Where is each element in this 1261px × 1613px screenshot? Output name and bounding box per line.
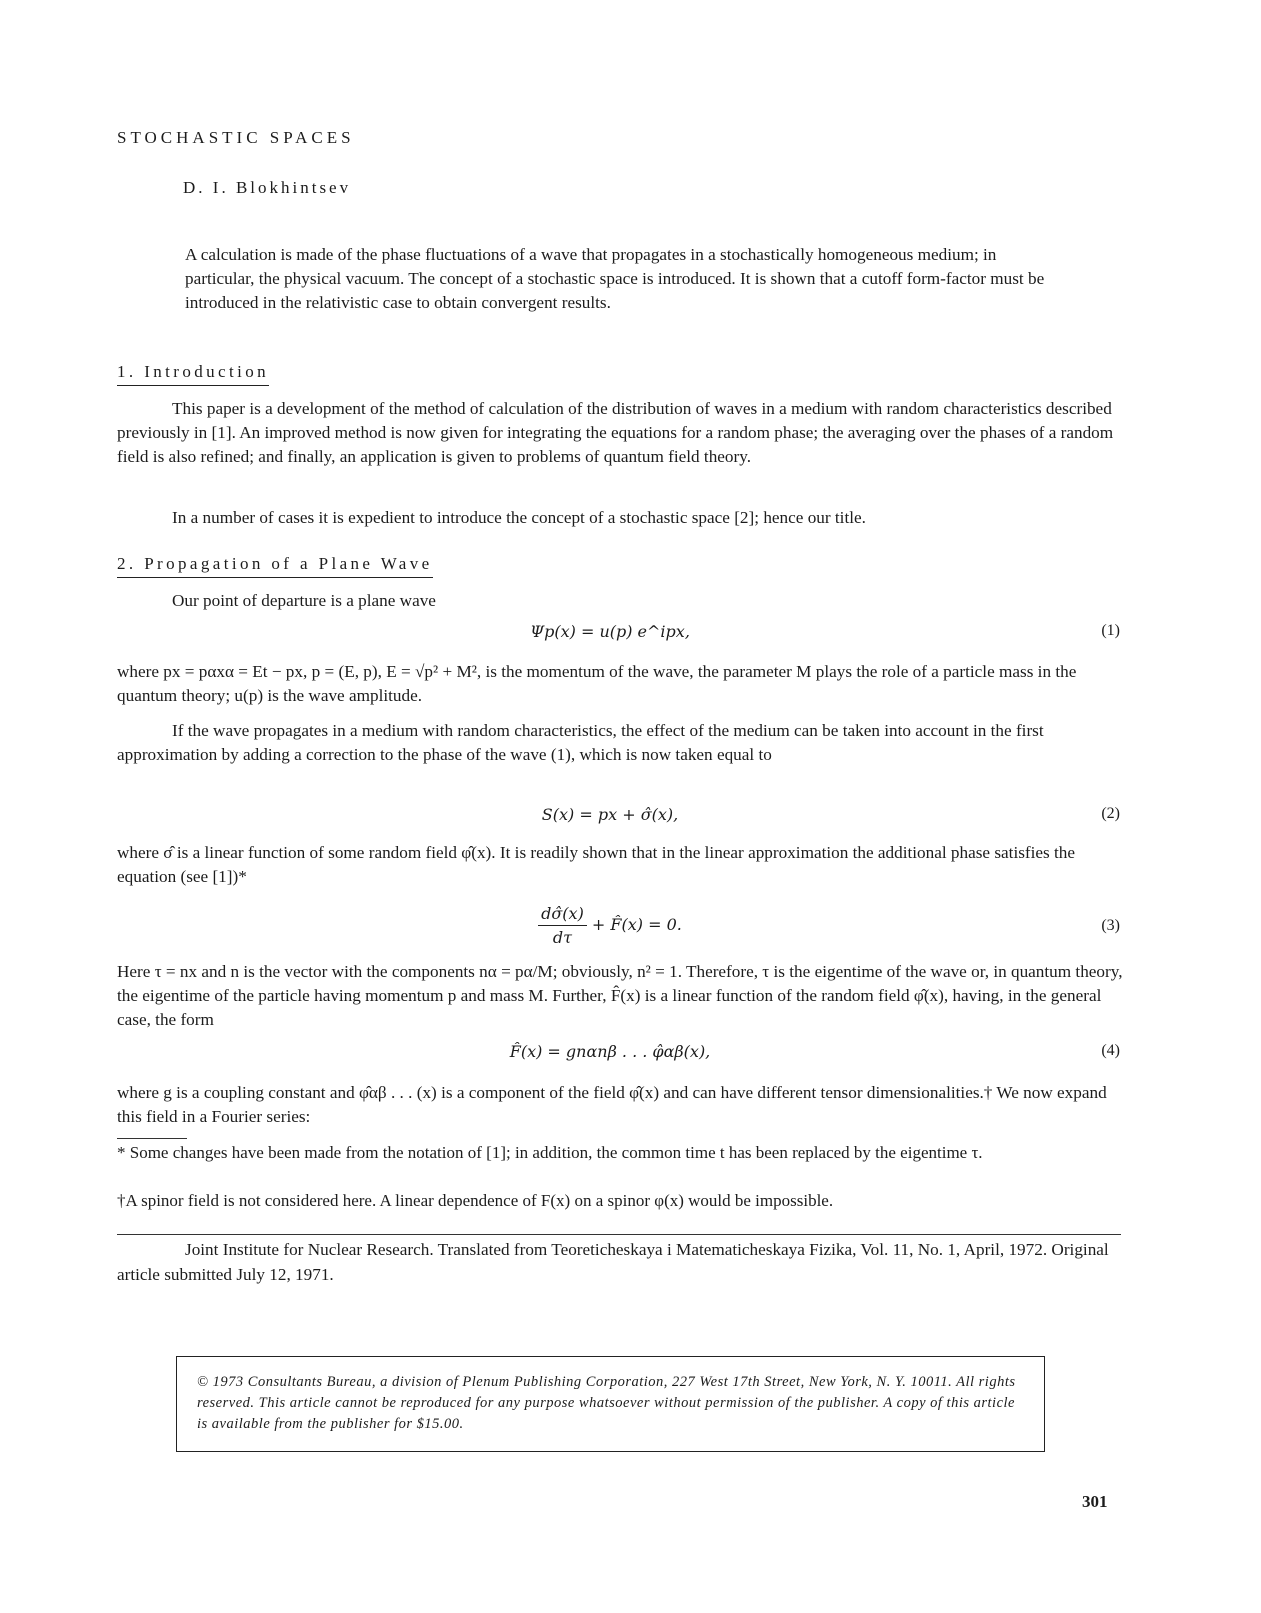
plane-wave-paragraph-6: where g is a coupling constant and φ̂αβ . . . (x) is a component of the field φ̂(x) and can have different tensor dimensionalities.† We now expand this field in a Fourier series: — [117, 1083, 1107, 1126]
abstract: A calculation is made of the phase fluctuations of a wave that propagates in a stochastically homogeneous medium; in particular, the physical vacuum. The concept of a stochastic space is introduced. It is shown that a cutoff form-factor must be introduced in the relativistic case to obtain convergent results. — [185, 245, 1045, 312]
affiliation-note: Joint Institute for Nuclear Research. Translated from Teoreticheskaya i Matematicheskaya Fizika, Vol. 11, No. 1, April, 1972. Original article submitted July 12, 1971. — [117, 1240, 1109, 1284]
plane-wave-paragraph-1: Our point of departure is a plane wave — [172, 591, 436, 610]
plane-wave-paragraph-5: Here τ = nx and n is the vector with the components nα = pα/M; obviously, n² = 1. Therefore, τ is the eigentime of the wave or, in quantum theory, the eigentime of the particle having momentum p and mass M. Further, F̂(x) is a linear function of the random field φ̂(x), having, in the general case, the form — [117, 962, 1123, 1029]
page-number: 301 — [1082, 1492, 1108, 1511]
plane-wave-paragraph-4: where σ̂ is a linear function of some random field φ̂(x). It is readily shown that in the linear approximation the additional phase satisfies the equation (see [1])* — [117, 843, 1076, 886]
copyright-text: © 1973 Consultants Bureau, a division of Plenum Publishing Corporation, 227 West 17th Street, New York, N. Y. 10011. All rights reserved. This article cannot be reproduced for any purpose whatsoever without permission of the publisher. A copy of this article is available from the publisher for $15.00. — [197, 1374, 1016, 1432]
plane-wave-paragraph-3: If the wave propagates in a medium with random characteristics, the effect of the medium can be taken into account in the first approximation by adding a correction to the phase of the wave (1), which is now taken equal to — [117, 721, 1044, 764]
equation-1: Ψp(x) = u(p) e^ipx, — [530, 622, 690, 641]
equation-4-number: (4) — [1101, 1042, 1120, 1059]
footnote-1: * Some changes have been made from the notation of [1]; in addition, the common time t has been replaced by the eigentime τ. — [117, 1143, 983, 1162]
section-heading-introduction: 1. Introduction — [117, 362, 269, 386]
paper-title: STOCHASTIC SPACES — [117, 128, 355, 147]
plane-wave-paragraph-2: where px = pαxα = Et − px, p = (E, p), E = √p² + M², is the momentum of the wave, the parameter M plays the role of a particle mass in the quantum theory; u(p) is the wave amplitude. — [117, 662, 1077, 705]
footnote-2: †A spinor field is not considered here. A linear dependence of F(x) on a spinor φ(x) would be impossible. — [117, 1191, 834, 1210]
copyright-box — [176, 1356, 1045, 1452]
equation-3 — [350, 904, 870, 947]
equation-3-numerator: dσ̂(x) — [538, 904, 587, 926]
affiliation-rule — [117, 1234, 1121, 1235]
equation-3-fraction — [538, 904, 587, 947]
section-heading-plane-wave: 2. Propagation of a Plane Wave — [117, 554, 433, 578]
equation-1-number: (1) — [1101, 622, 1120, 639]
equation-4: F̂(x) = gnαnβ . . . φ̂αβ(x), — [509, 1042, 711, 1061]
equation-3-denominator: dτ — [552, 928, 573, 947]
author-name: D. I. Blokhintsev — [183, 178, 352, 197]
intro-paragraph-1: This paper is a development of the method of calculation of the distribution of waves in a medium with random characteristics described previously in [1]. An improved method is now given for integrating the equations for a random phase; the averaging over the phases of a random field is also refined; and finally, an application is given to problems of quantum field theory. — [117, 399, 1114, 466]
equation-3-rest: + F̂(x) = 0. — [591, 915, 682, 934]
footnote-rule — [117, 1138, 187, 1139]
equation-2: S(x) = px + σ̂(x), — [541, 805, 679, 824]
equation-2-number: (2) — [1101, 805, 1120, 822]
intro-paragraph-2: In a number of cases it is expedient to introduce the concept of a stochastic space [2]; hence our title. — [172, 508, 866, 527]
equation-3-number: (3) — [1101, 917, 1120, 934]
